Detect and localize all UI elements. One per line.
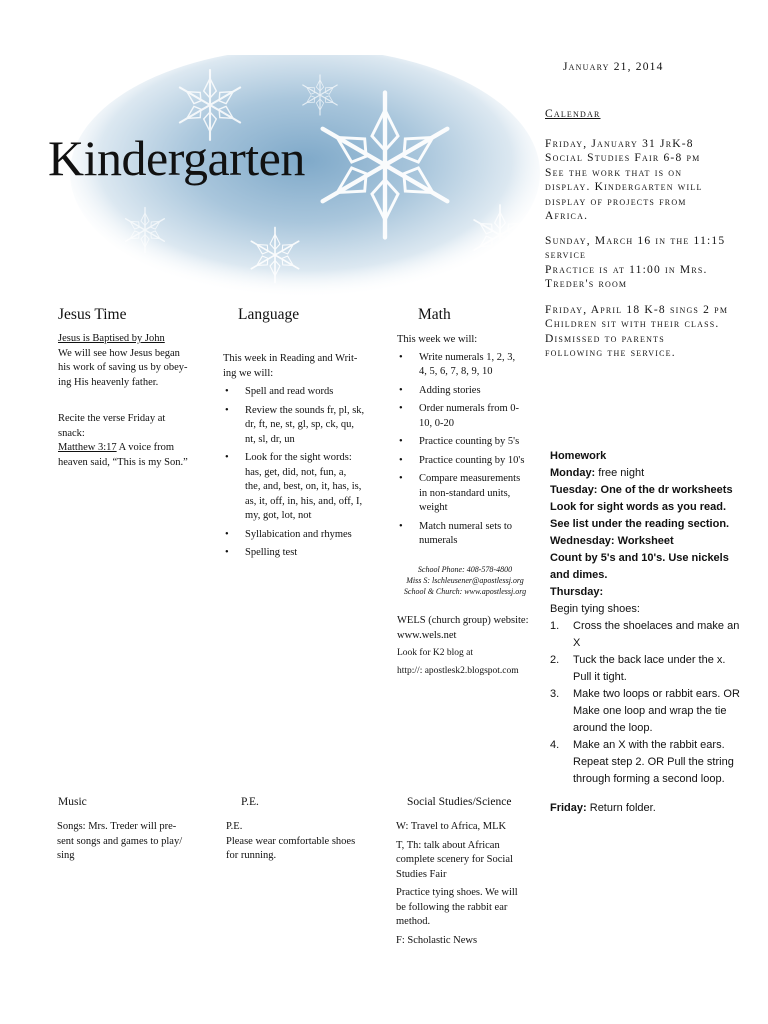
wels-link[interactable]: www.wels.net [397,629,457,641]
language-item: • Syllabication and rhymes [223,528,388,543]
math-item: • Write numerals 1, 2, 3, 4, 5, 6, 7, 8, 9, 10 [397,351,542,380]
shoe-tying-steps [550,618,762,788]
jesus-time-heading: Jesus Time [58,306,127,323]
contact-info: School Phone: 408-578-4800 Miss S: lschleusener@apostlessj.org School & Church: www.apostlessj.org [403,565,527,596]
social-studies-body: W: Travel to Africa, MLK T, Th: talk about African complete scenery for Social Studies Fair Practice tying shoes. We will be following the rabbit ear method. F: Scholastic News [396,821,518,946]
newsletter-date: January 21, 2014 [563,61,664,73]
math-list [397,351,542,549]
language-item: • Review the sounds fr, pl, sk, dr, ft, ne, st, gl, sp, ck, qu, nt, sl, dr, un [223,404,388,448]
language-heading: Language [238,306,300,323]
blog-link[interactable]: http://: apostlesk2.blogspot.com [397,665,519,676]
math-heading: Math [418,306,451,323]
language-item: • Spelling test [223,546,388,561]
calendar-event-1: Friday, January 31 JrK-8 Social Studies Fair 6-8 pm See the work that is on display. Kindergarten will display of projects from Africa. [545,138,703,223]
math-body: This week we will: • Write numerals 1, 2, 3, 4, 5, 6, 7, 8, 9, 10 • Adding stories • Order numerals from 0- 10, 0-20 • Practice counting by 5's • Practice counting by 10's • Compare measurements in non-standard units, weight • Match numeral sets to numerals [397,333,542,553]
math-item: • Practice counting by 10's [397,454,542,469]
music-body: Songs: Mrs. Treder will pre- sent songs and games to play/ sing [57,821,183,861]
step-item: 2. Tuck the back lace under the x. Pull it tight. [550,654,726,683]
math-item: • Match numeral sets to numerals [397,520,542,549]
homework-heading: Homework [550,450,607,462]
wels-info: WELS (church group) website: www.wels.net Look for K2 blog at http://: apostlesk2.blogspot.com [397,614,545,678]
page-title: Kindergarten [48,130,305,186]
language-item: • Look for the sight words: has, get, did, not, fun, a, the, and, best, on, it, has, is, as, it, off, in, his, and, off, I, my, got, lot, not [223,451,388,524]
math-item: • Practice counting by 5's [397,435,542,450]
music-heading: Music [58,796,87,808]
calendar-heading: Calendar [545,108,601,120]
pe-heading: P.E. [241,796,259,808]
pe-body: P.E. Please wear comfortable shoes for running. [226,821,356,861]
social-studies-heading: Social Studies/Science [407,796,512,808]
calendar-event-2: Sunday, March 16 in the 11:15 service Practice is at 11:00 in Mrs. Treder's room [545,235,726,291]
homework-section: Homework Monday: free night Tuesday: One of the dr worksheets Look for sight words as you read. See list under the reading section. Wednesday: Worksheet Count by 5's and 10's. Use nickels and dimes. Thursday: Begin tying shoes: 1. Cross the shoelaces and make an X 2. Tuck the back lace under the x. Pull it tight. 3. Make two loops or rabbit ears. OR Make one loop and wrap the tie around the loop. 4. Make an X with the rabbit ears. Repeat step 2. OR Pull the string through forming a second loop. Friday: Return folder. [550,448,762,817]
jesus-time-body: Jesus is Baptised by John We will see how Jesus began his work of saving us by obey- ing His heavenly father. Recite the verse Friday at snack: Matthew 3:17 A voice from heaven said, “This is my Son.” [58,333,188,468]
step-item: 4. Make an X with the rabbit ears. Repeat step 2. OR Pull the string through forming a second loop. [550,739,734,785]
calendar-event-3: Friday, April 18 K-8 sings 2 pm Children sit with their class. Dismissed to parents following the service. [545,304,729,360]
math-item: • Adding stories [397,384,542,399]
math-item: • Compare measurements in non-standard units, weight [397,472,542,516]
math-item: • Order numerals from 0- 10, 0-20 [397,402,542,431]
language-body: This week in Reading and Writ- ing we will: • Spell and read words • Review the sounds fr, pl, sk, dr, ft, ne, st, gl, sp, ck, qu, nt, sl, dr, un • Look for the sight words: has, get, did, not, fun, a, the, and, best, on, it, has, is, as, it, off, in, his, and, off, I, my, got, lot, not • Syllabication and rhymes • Spelling test [223,352,388,565]
language-item: • Spell and read words [223,385,388,400]
step-item: 1. Cross the shoelaces and make an X [550,620,740,649]
step-item: 3. Make two loops or rabbit ears. OR Make one loop and wrap the tie around the loop. [550,688,740,734]
language-list [223,385,388,561]
